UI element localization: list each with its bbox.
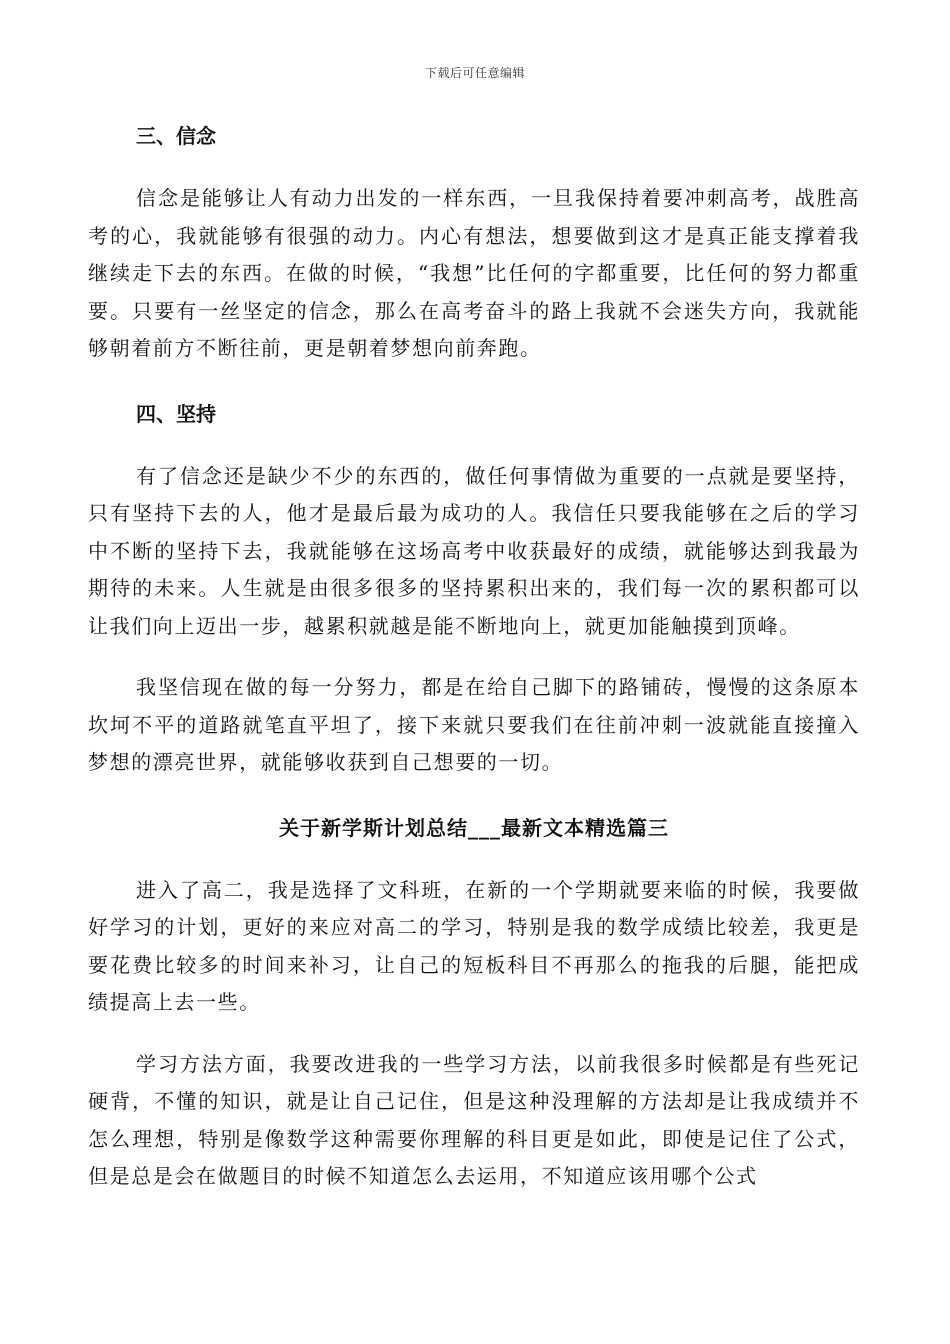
document-body bbox=[88, 118, 860, 1196]
paragraph-article-2: 学习方法方面，我要改进我的一些学习方法，以前我很多时候都是有些死记硬背，不懂的知识，就是让自己记住，但是这种没理解的方法却是让我成绩并不怎么理想，特别是像数学这种需要你理解的科目更是如此，即使是记住了公式，但是总是会在做题目的时候不知道怎么去运用，不知道应该用哪个公式 bbox=[88, 1051, 860, 1188]
paragraph-article-1: 进入了高二，我是选择了文科班，在新的一个学期就要来临的时候，我要做好学习的计划，更好的来应对高二的学习，特别是我的数学成绩比较差，我更是要花费比较多的时间来补习，让自己的短板科目不再那么的拖我的后腿，能把成绩提高上去一些。 bbox=[88, 877, 860, 1014]
page-header-note: 下载后可任意编辑 bbox=[424, 66, 525, 80]
article-title: 关于新学斯计划总结___最新文本精选篇三 bbox=[279, 815, 669, 840]
section-heading-persistence: 四、坚持 bbox=[136, 401, 216, 426]
section-heading-belief: 三、信念 bbox=[136, 124, 216, 148]
paragraph-belief: 信念是能够让人有动力出发的一样东西，一旦我保持着要冲刺高考，战胜高考的心，我就能够有很强的动力。内心有想法，想要做到这才是真正能支撑着我继续走下去的东西。在做的时候，“我想”比任何的字都重要，比任何的努力都重要。只要有一丝坚定的信念，那么在高考奋斗的路上我就不会迷失方向，我就能够朝着前方不断往前，更是朝着梦想向前奔跑。 bbox=[88, 186, 860, 360]
paragraph-persistence-1: 有了信念还是缺少不少的东西的，做任何事情做为重要的一点就是要坚持，只有坚持下去的人，他才是最后最为成功的人。我信任只要我能够在之后的学习中不断的坚持下去，我就能够在这场高考中收获最好的成绩，就能够达到我最为期待的未来。人生就是由很多很多的坚持累积出来的，我们每一次的累积都可以让我们向上迈出一步，越累积就越是能不断地向上，就更加能触摸到顶峰。 bbox=[88, 463, 860, 638]
paragraph-persistence-2: 我坚信现在做的每一分努力，都是在给自己脚下的路铺砖，慢慢的这条原本坎坷不平的道路就笔直平坦了，接下来就只要我们在往前冲刺一波就能直接撞入梦想的漂亮世界，就能够收获到自己想要的一切。 bbox=[88, 675, 860, 774]
